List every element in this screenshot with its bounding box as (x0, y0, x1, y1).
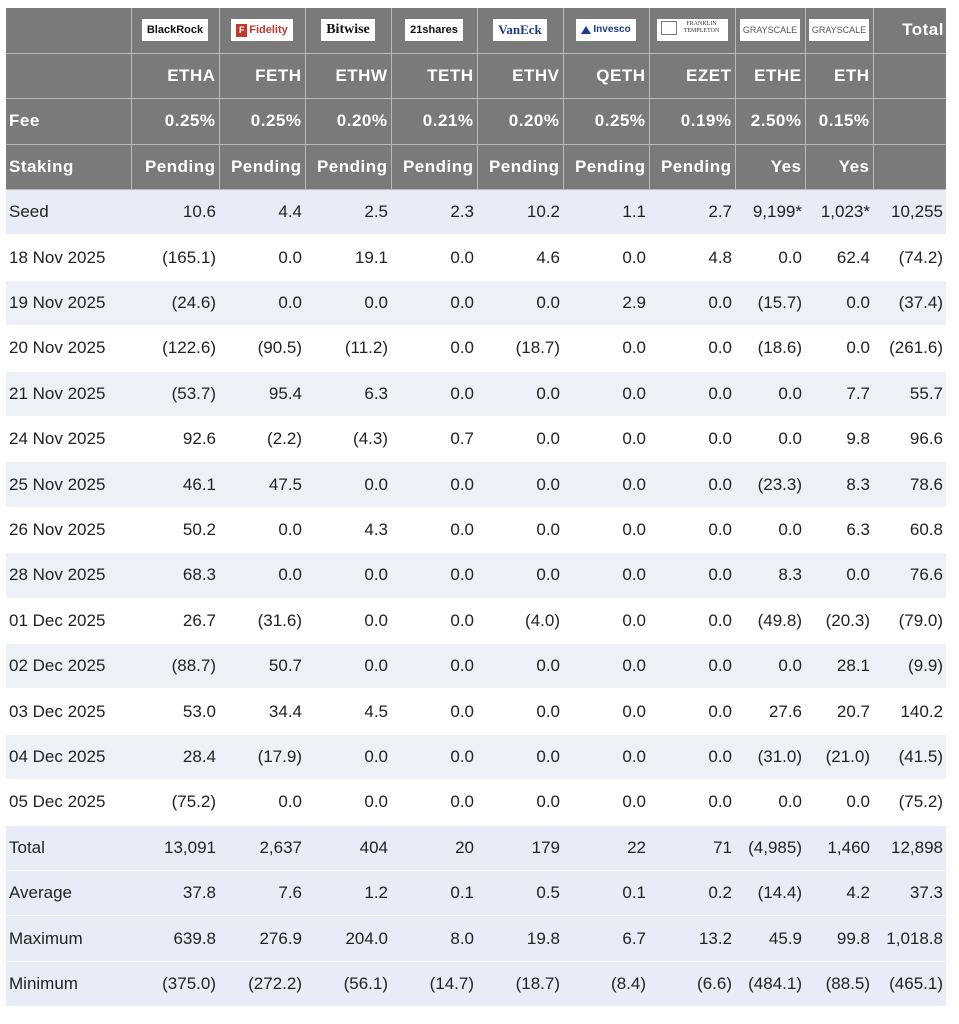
flow-value-cell: (11.2) (305, 326, 391, 371)
row-total-cell: 140.2 (873, 689, 946, 734)
flow-value-cell: (18.6) (735, 326, 805, 371)
flow-value-cell: 4.5 (305, 689, 391, 734)
flow-value-cell: (53.7) (131, 371, 219, 416)
flow-value-cell: 0.0 (735, 780, 805, 825)
fidelity-logo: F Fidelity (231, 19, 293, 41)
row-total-cell: (465.1) (873, 961, 946, 1006)
flow-value-cell: 0.0 (219, 553, 305, 598)
flow-value-cell: 13,091 (131, 825, 219, 870)
fee-row (6, 99, 946, 144)
flow-value-cell: 0.0 (563, 326, 649, 371)
flow-value-cell: 68.3 (131, 553, 219, 598)
row-label: 03 Dec 2025 (6, 689, 131, 734)
franklin-mark-icon (661, 21, 677, 35)
flow-value-cell: 0.0 (649, 326, 735, 371)
flow-value-cell: 6.7 (563, 916, 649, 961)
flow-value-cell: (6.6) (649, 961, 735, 1006)
table-row (6, 643, 946, 688)
flow-value-cell: 9,199* (735, 190, 805, 235)
fee-cell: 0.20% (305, 99, 391, 144)
flow-value-cell: 0.0 (563, 734, 649, 779)
row-label: Seed (6, 190, 131, 235)
row-total-cell: 1,018.8 (873, 916, 946, 961)
ticker-row (6, 53, 946, 98)
summary-row (6, 870, 946, 915)
flow-value-cell: 1,023* (805, 190, 873, 235)
flow-value-cell: 0.0 (563, 780, 649, 825)
flow-value-cell: 0.0 (305, 553, 391, 598)
provider-logo-cell (391, 8, 477, 53)
flow-value-cell: 0.0 (305, 780, 391, 825)
flow-value-cell: 62.4 (805, 235, 873, 280)
flow-value-cell: 7.6 (219, 870, 305, 915)
fee-label: Fee (6, 99, 131, 144)
flow-value-cell: 0.0 (649, 371, 735, 416)
row-label: 05 Dec 2025 (6, 780, 131, 825)
row-label: 20 Nov 2025 (6, 326, 131, 371)
flow-value-cell: 0.0 (649, 780, 735, 825)
flow-value-cell: 0.0 (477, 734, 563, 779)
vaneck-logo: VanEck (493, 19, 547, 41)
fee-cell: 2.50% (735, 99, 805, 144)
flow-value-cell: 0.0 (391, 553, 477, 598)
flow-value-cell: 0.0 (391, 280, 477, 325)
provider-logo-cell (131, 8, 219, 53)
flow-value-cell: 204.0 (305, 916, 391, 961)
etf-flows-table-container (6, 8, 946, 1007)
flow-value-cell: 8.3 (805, 462, 873, 507)
ticker-cell: ETHE (735, 53, 805, 98)
flow-value-cell: (14.7) (391, 961, 477, 1006)
blackrock-logo: BlackRock (142, 19, 208, 41)
table-row (6, 462, 946, 507)
row-total-cell: 76.6 (873, 553, 946, 598)
flow-value-cell: 0.0 (391, 462, 477, 507)
flow-value-cell: 639.8 (131, 916, 219, 961)
invesco-mark-icon (581, 26, 591, 34)
row-label: 04 Dec 2025 (6, 734, 131, 779)
flow-value-cell: 0.0 (477, 553, 563, 598)
total-column-header: Total (873, 8, 946, 53)
flow-value-cell: 0.0 (477, 643, 563, 688)
flow-value-cell: 6.3 (305, 371, 391, 416)
flow-value-cell: 10.2 (477, 190, 563, 235)
flow-value-cell: 1.2 (305, 870, 391, 915)
flow-value-cell: 0.0 (805, 326, 873, 371)
row-total-cell: (41.5) (873, 734, 946, 779)
row-label: Average (6, 870, 131, 915)
flow-value-cell: 2.3 (391, 190, 477, 235)
flow-value-cell: (2.2) (219, 417, 305, 462)
row-total-cell: 96.6 (873, 417, 946, 462)
flow-value-cell: (165.1) (131, 235, 219, 280)
flow-value-cell: 0.0 (477, 371, 563, 416)
staking-label: Staking (6, 144, 131, 189)
fidelity-mark-icon: F (236, 24, 247, 37)
flow-value-cell: 0.0 (563, 235, 649, 280)
flow-value-cell: 0.0 (391, 734, 477, 779)
table-row (6, 780, 946, 825)
grayscale-logo: GRAYSCALE (740, 19, 800, 41)
flow-value-cell: (8.4) (563, 961, 649, 1006)
flow-value-cell: 4.2 (805, 870, 873, 915)
staking-cell: Pending (563, 144, 649, 189)
flow-value-cell: 2,637 (219, 825, 305, 870)
summary-row (6, 825, 946, 870)
flow-value-cell: (88.5) (805, 961, 873, 1006)
ticker-cell: QETH (563, 53, 649, 98)
provider-logo-cell (649, 8, 735, 53)
ticker-cell: ETH (805, 53, 873, 98)
flow-value-cell: 0.0 (391, 507, 477, 552)
flow-value-cell: 0.0 (305, 734, 391, 779)
grayscale-logo: GRAYSCALE (809, 19, 869, 41)
flow-value-cell: 0.5 (477, 870, 563, 915)
row-label: 02 Dec 2025 (6, 643, 131, 688)
flow-value-cell: 0.0 (391, 326, 477, 371)
flow-value-cell: 8.0 (391, 916, 477, 961)
flow-value-cell: 9.8 (805, 417, 873, 462)
flow-value-cell: 0.0 (735, 417, 805, 462)
flow-value-cell: 0.0 (563, 417, 649, 462)
row-total-cell: (79.0) (873, 598, 946, 643)
staking-cell: Yes (735, 144, 805, 189)
flow-value-cell: 0.0 (391, 235, 477, 280)
flow-value-cell: 0.0 (477, 462, 563, 507)
flow-value-cell: 0.0 (563, 371, 649, 416)
flow-value-cell: 13.2 (649, 916, 735, 961)
total-column-cell (873, 99, 946, 144)
row-label: 18 Nov 2025 (6, 235, 131, 280)
flow-value-cell: 0.0 (649, 462, 735, 507)
flow-value-cell: 0.0 (649, 598, 735, 643)
flow-value-cell: 4.4 (219, 190, 305, 235)
flow-value-cell: 0.0 (735, 235, 805, 280)
ticker-cell: TETH (391, 53, 477, 98)
provider-logo-cell (735, 8, 805, 53)
bitwise-logo: Bitwise (321, 19, 375, 41)
row-total-cell: (37.4) (873, 280, 946, 325)
flow-value-cell: 0.0 (649, 507, 735, 552)
fee-cell: 0.19% (649, 99, 735, 144)
flow-value-cell: 0.0 (391, 598, 477, 643)
flow-value-cell: 1,460 (805, 825, 873, 870)
flow-value-cell: (4.0) (477, 598, 563, 643)
flow-value-cell: (484.1) (735, 961, 805, 1006)
flow-value-cell: 20 (391, 825, 477, 870)
flow-value-cell: 1.1 (563, 190, 649, 235)
flow-value-cell: 53.0 (131, 689, 219, 734)
flow-value-cell: 0.0 (805, 780, 873, 825)
flow-value-cell: 0.0 (219, 235, 305, 280)
invesco-logo: Invesco (576, 19, 635, 41)
table-body (6, 8, 946, 1007)
flow-value-cell: 0.0 (735, 643, 805, 688)
flow-value-cell: 22 (563, 825, 649, 870)
staking-cell: Pending (649, 144, 735, 189)
flow-value-cell: 0.0 (563, 462, 649, 507)
flow-value-cell: (49.8) (735, 598, 805, 643)
flow-value-cell: 276.9 (219, 916, 305, 961)
flow-value-cell: (21.0) (805, 734, 873, 779)
flow-value-cell: (88.7) (131, 643, 219, 688)
flow-value-cell: 4.3 (305, 507, 391, 552)
flow-value-cell: 0.0 (563, 643, 649, 688)
row-total-cell: 10,255 (873, 190, 946, 235)
row-total-cell: 78.6 (873, 462, 946, 507)
provider-logo-cell (805, 8, 873, 53)
flow-value-cell: 7.7 (805, 371, 873, 416)
staking-row (6, 144, 946, 189)
table-row (6, 371, 946, 416)
flow-value-cell: 0.0 (305, 598, 391, 643)
flow-value-cell: 6.3 (805, 507, 873, 552)
flow-value-cell: 4.8 (649, 235, 735, 280)
flow-value-cell: 19.8 (477, 916, 563, 961)
table-row (6, 190, 946, 235)
ticker-label-cell (6, 53, 131, 98)
flow-value-cell: 0.0 (477, 507, 563, 552)
flow-value-cell: 0.0 (805, 553, 873, 598)
summary-row (6, 916, 946, 961)
flow-value-cell: (14.4) (735, 870, 805, 915)
flow-value-cell: 27.6 (735, 689, 805, 734)
table-row (6, 280, 946, 325)
flow-value-cell: 179 (477, 825, 563, 870)
flow-value-cell: 0.0 (477, 780, 563, 825)
flow-value-cell: 4.6 (477, 235, 563, 280)
row-total-cell: (74.2) (873, 235, 946, 280)
fee-cell: 0.15% (805, 99, 873, 144)
fee-cell: 0.21% (391, 99, 477, 144)
row-total-cell: (9.9) (873, 643, 946, 688)
flow-value-cell: (18.7) (477, 326, 563, 371)
table-row (6, 235, 946, 280)
row-label: 21 Nov 2025 (6, 371, 131, 416)
staking-cell: Yes (805, 144, 873, 189)
flow-value-cell: (23.3) (735, 462, 805, 507)
flow-value-cell: 0.1 (563, 870, 649, 915)
staking-cell: Pending (131, 144, 219, 189)
flow-value-cell: 0.0 (649, 689, 735, 734)
flow-value-cell: (75.2) (131, 780, 219, 825)
flow-value-cell: 0.0 (477, 417, 563, 462)
flow-value-cell: 0.0 (219, 280, 305, 325)
flow-value-cell: 2.5 (305, 190, 391, 235)
total-column-cell (873, 144, 946, 189)
row-label: Total (6, 825, 131, 870)
total-column-cell (873, 53, 946, 98)
flow-value-cell: 71 (649, 825, 735, 870)
row-label: 19 Nov 2025 (6, 280, 131, 325)
flow-value-cell: (31.0) (735, 734, 805, 779)
row-label: 28 Nov 2025 (6, 553, 131, 598)
flow-value-cell: (18.7) (477, 961, 563, 1006)
provider-logo-cell (219, 8, 305, 53)
provider-logo-row (6, 8, 946, 53)
flow-value-cell: 0.0 (649, 417, 735, 462)
table-row (6, 734, 946, 779)
flow-value-cell: 0.0 (219, 780, 305, 825)
flow-value-cell: 0.0 (563, 507, 649, 552)
flow-value-cell: 2.7 (649, 190, 735, 235)
flow-value-cell: (24.6) (131, 280, 219, 325)
flow-value-cell: (4,985) (735, 825, 805, 870)
franklin-templeton-logo: FRANKLIN TEMPLETON (657, 19, 728, 41)
flow-value-cell: 0.0 (735, 371, 805, 416)
staking-cell: Pending (219, 144, 305, 189)
flow-value-cell: 95.4 (219, 371, 305, 416)
flow-value-cell: 26.7 (131, 598, 219, 643)
flow-value-cell: 404 (305, 825, 391, 870)
table-row (6, 507, 946, 552)
flow-value-cell: 99.8 (805, 916, 873, 961)
corner-cell (6, 8, 131, 53)
flow-value-cell: 0.0 (735, 507, 805, 552)
flow-value-cell: 10.6 (131, 190, 219, 235)
row-label: Maximum (6, 916, 131, 961)
fee-cell: 0.25% (131, 99, 219, 144)
flow-value-cell: (272.2) (219, 961, 305, 1006)
row-total-cell: 12,898 (873, 825, 946, 870)
flow-value-cell: 0.2 (649, 870, 735, 915)
ticker-cell: EZET (649, 53, 735, 98)
flow-value-cell: (15.7) (735, 280, 805, 325)
row-total-cell: (261.6) (873, 326, 946, 371)
fee-cell: 0.25% (563, 99, 649, 144)
flow-value-cell: (31.6) (219, 598, 305, 643)
provider-logo-cell (563, 8, 649, 53)
staking-cell: Pending (391, 144, 477, 189)
etf-flows-table (6, 8, 946, 1007)
flow-value-cell: (17.9) (219, 734, 305, 779)
flow-value-cell: 0.0 (563, 553, 649, 598)
flow-value-cell: 28.4 (131, 734, 219, 779)
flow-value-cell: 0.0 (477, 280, 563, 325)
flow-value-cell: 0.0 (805, 280, 873, 325)
ticker-cell: FETH (219, 53, 305, 98)
flow-value-cell: 0.0 (563, 598, 649, 643)
flow-value-cell: (4.3) (305, 417, 391, 462)
flow-value-cell: 0.0 (477, 689, 563, 734)
ticker-cell: ETHV (477, 53, 563, 98)
flow-value-cell: 0.0 (391, 371, 477, 416)
provider-logo-cell (305, 8, 391, 53)
fee-cell: 0.20% (477, 99, 563, 144)
flow-value-cell: (56.1) (305, 961, 391, 1006)
flow-value-cell: 45.9 (735, 916, 805, 961)
flow-value-cell: (375.0) (131, 961, 219, 1006)
staking-cell: Pending (477, 144, 563, 189)
flow-value-cell: 46.1 (131, 462, 219, 507)
flow-value-cell: 0.0 (391, 689, 477, 734)
row-label: 01 Dec 2025 (6, 598, 131, 643)
flow-value-cell: 0.0 (563, 689, 649, 734)
flow-value-cell: 19.1 (305, 235, 391, 280)
flow-value-cell: 20.7 (805, 689, 873, 734)
flow-value-cell: 0.0 (305, 643, 391, 688)
row-label: Minimum (6, 961, 131, 1006)
table-row (6, 326, 946, 371)
fee-cell: 0.25% (219, 99, 305, 144)
ticker-cell: ETHW (305, 53, 391, 98)
flow-value-cell: 0.0 (649, 734, 735, 779)
table-row (6, 689, 946, 734)
flow-value-cell: 37.8 (131, 870, 219, 915)
flow-value-cell: 0.1 (391, 870, 477, 915)
flow-value-cell: 0.0 (305, 462, 391, 507)
flow-value-cell: 28.1 (805, 643, 873, 688)
flow-value-cell: 0.0 (649, 643, 735, 688)
row-label: 24 Nov 2025 (6, 417, 131, 462)
flow-value-cell: 92.6 (131, 417, 219, 462)
flow-value-cell: 34.4 (219, 689, 305, 734)
row-label: 26 Nov 2025 (6, 507, 131, 552)
flow-value-cell: (20.3) (805, 598, 873, 643)
flow-value-cell: 0.0 (649, 553, 735, 598)
flow-value-cell: 50.7 (219, 643, 305, 688)
provider-logo-cell (477, 8, 563, 53)
table-row (6, 598, 946, 643)
flow-value-cell: 0.0 (305, 280, 391, 325)
staking-cell: Pending (305, 144, 391, 189)
flow-value-cell: 0.0 (391, 780, 477, 825)
row-total-cell: (75.2) (873, 780, 946, 825)
flow-value-cell: 50.2 (131, 507, 219, 552)
table-row (6, 553, 946, 598)
flow-value-cell: 8.3 (735, 553, 805, 598)
flow-value-cell: 0.0 (219, 507, 305, 552)
flow-value-cell: 47.5 (219, 462, 305, 507)
flow-value-cell: (90.5) (219, 326, 305, 371)
flow-value-cell: 0.7 (391, 417, 477, 462)
table-row (6, 417, 946, 462)
flow-value-cell: 0.0 (649, 280, 735, 325)
row-label: 25 Nov 2025 (6, 462, 131, 507)
row-total-cell: 60.8 (873, 507, 946, 552)
flow-value-cell: (122.6) (131, 326, 219, 371)
summary-row (6, 961, 946, 1006)
row-total-cell: 37.3 (873, 870, 946, 915)
flow-value-cell: 0.0 (391, 643, 477, 688)
ticker-cell: ETHA (131, 53, 219, 98)
row-total-cell: 55.7 (873, 371, 946, 416)
flow-value-cell: 2.9 (563, 280, 649, 325)
21shares-logo: 21shares (405, 19, 463, 41)
